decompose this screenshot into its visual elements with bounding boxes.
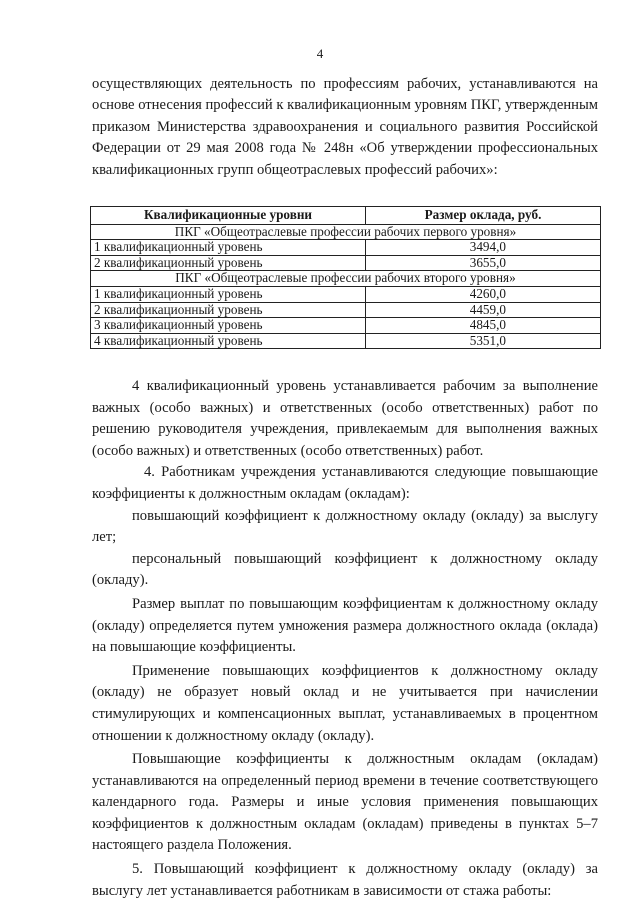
- salary-cell: 3494,0: [366, 240, 601, 256]
- group-row: [91, 271, 601, 287]
- salary-cell: 4845,0: [366, 318, 601, 334]
- paragraph: 4 квалификационный уровень устанавливается рабочим за выполнение важных (особо важных) и ответственных (особо ответственных) работ по решению руководителя учреждения, привлекаемым для выполнения важных (особо важных) и ответственных (особо ответственных) работ.: [92, 378, 598, 459]
- salary-cell: 5351,0: [366, 333, 601, 349]
- header-salary: Размер оклада, руб.: [366, 207, 601, 225]
- group-row: [91, 224, 601, 240]
- paragraph: 5. Повышающий коэффициент к должностному окладу (окладу) за выслугу лет устанавливается работникам в зависимости от стажа работы:: [92, 861, 598, 899]
- level-cell: 2 квалификационный уровень: [91, 302, 366, 318]
- level-cell: 3 квалификационный уровень: [91, 318, 366, 334]
- paragraph: Применение повышающих коэффициентов к должностному окладу (окладу) не образует новый оклад и не учитывается при начислении стимулирующих и компенсационных выплат, устанавливаемых в процентном отношении к должностному окладу (окладу).: [92, 662, 598, 744]
- paragraph: Повышающие коэффициенты к должностным окладам (окладам) устанавливаются на определенный период времени в течение соответствующего календарного года. Размеры и иные условия применения повышающих коэффициентов к должностным окладам (окладам) приведены в пунктах 5–7 настоящего раздела Положения.: [92, 751, 598, 854]
- salary-cell: 3655,0: [366, 255, 601, 271]
- paragraph: Размер выплат по повышающим коэффициентам к должностному окладу (окладу) определяется путем умножения размера должностного оклада (оклада) на повышающие коэффициенты.: [92, 595, 598, 656]
- table-row: [91, 333, 601, 349]
- paragraph: повышающий коэффициент к должностному окладу (окладу) за выслугу лет;: [92, 507, 598, 546]
- salary-cell: 4260,0: [366, 286, 601, 302]
- group-title-2: ПКГ «Общеотраслевые профессии рабочих второго уровня»: [91, 271, 601, 287]
- intro-paragraph: осуществляющих деятельность по профессиям рабочих, устанавливаются на основе отнесения профессий к квалификационным уровням ПКГ, утвержденным приказом Министерства здравоохранения и социального развития Российской Федерации от 29 мая 2008 года № 248н «Об утверждении профессиональных квалификационных групп общеотраслевых профессий рабочих»:: [92, 76, 598, 178]
- table-row: [91, 302, 601, 318]
- level-cell: 4 квалификационный уровень: [91, 333, 366, 349]
- table-row: [91, 318, 601, 334]
- document-body: [92, 376, 598, 902]
- table-header-row: [91, 207, 601, 225]
- level-cell: 2 квалификационный уровень: [91, 255, 366, 271]
- page-number: 4: [316, 46, 324, 61]
- level-cell: 1 квалификационный уровень: [91, 286, 366, 302]
- table-row: [91, 240, 601, 256]
- level-cell: 1 квалификационный уровень: [91, 240, 366, 256]
- table-row: [91, 255, 601, 271]
- header-levels: Квалификационные уровни: [91, 207, 366, 225]
- paragraph: 4. Работникам учреждения устанавливаются следующие повышающие коэффициенты к должностным окладам (окладам):: [92, 464, 598, 502]
- salary-table: [90, 206, 601, 349]
- paragraph: персональный повышающий коэффициент к должностному окладу (окладу).: [92, 550, 598, 589]
- group-title-1: ПКГ «Общеотраслевые профессии рабочих первого уровня»: [91, 224, 601, 240]
- salary-cell: 4459,0: [366, 302, 601, 318]
- table-row: [91, 286, 601, 302]
